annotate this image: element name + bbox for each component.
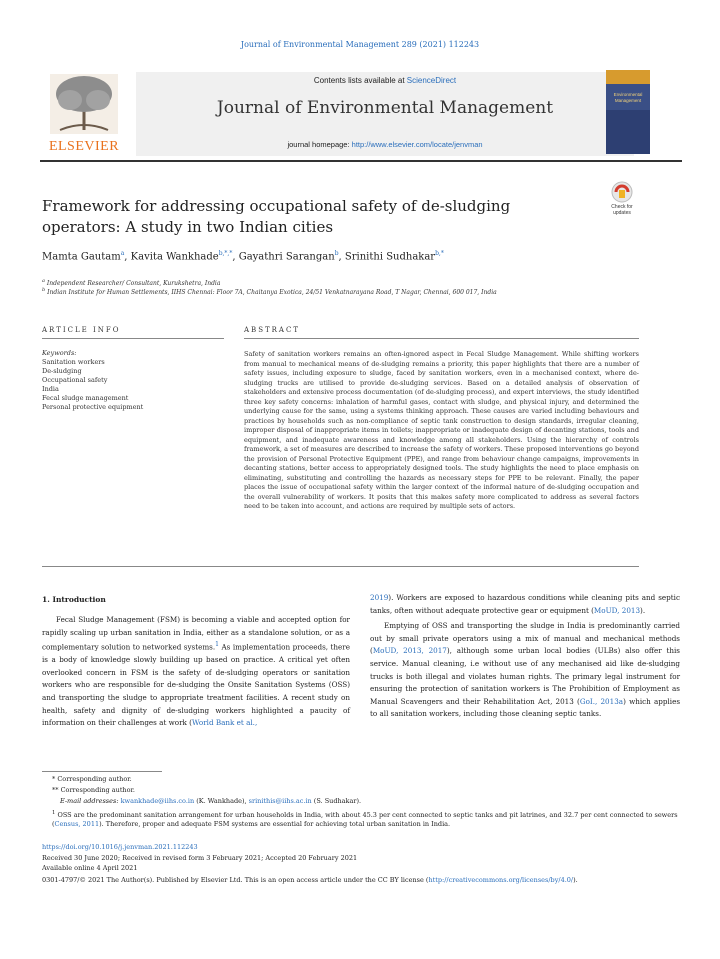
author-separator: , [338, 251, 345, 263]
author-name[interactable]: Srinithi Sudhakar [344, 251, 436, 263]
affiliation-text: Indian Institute for Human Settlements, IIHS Chennai: Floor 7A, Chaitanya Exotica, 24/51 Venkatnarayana Road, T Nagar, Chennai, 600 017, India [47, 289, 497, 296]
contents-line [136, 76, 634, 85]
journal-cover-image[interactable] [606, 70, 650, 154]
svg-text:updates: updates [613, 210, 631, 216]
author-affil-mark[interactable]: a [120, 250, 125, 257]
author-name[interactable]: Kavita Wankhade [130, 251, 219, 263]
homepage-link[interactable]: http://www.elsevier.com/locate/jenvman [351, 140, 483, 149]
article-info-rule [42, 338, 224, 339]
footnote-text: OSS are the predominant sanitation arrangement for urban households in India, with about 45.3 per cent connected to septic tanks and pit latrines, and 32.7 per cent connected to sewers ( [52, 811, 678, 829]
citation-link[interactable]: MoUD, 2013, 2017 [372, 646, 447, 656]
intro-text: ). [640, 605, 646, 615]
footnote-text: ). Therefore, proper and adequate FSM systems are essential for achieving total urban sanitation in India. [99, 820, 451, 829]
affiliation-mark: b [42, 287, 46, 293]
intro-text: Emptying of OSS and transporting the sludge in India is predominantly carried out by small private operators using a mix of manual and mechanical methods ( [370, 621, 680, 656]
affiliation-b [42, 287, 497, 296]
abstract-rule [244, 338, 639, 339]
journal-header [40, 70, 682, 158]
available-online: Available online 4 April 2021 [42, 864, 138, 872]
intro-left-column [42, 614, 350, 730]
footnote-ref[interactable]: 1 [215, 641, 219, 649]
intro-right-column [370, 592, 680, 721]
svg-text:ELSEVIER: ELSEVIER [48, 139, 120, 154]
keyword-item: De-sludging [42, 366, 82, 375]
citation-link[interactable]: GoI., 2013a [579, 696, 624, 706]
intro-text: Fecal Sludge Management (FSM) is becoming a viable and accepted option for rapidly scaling up urban sanitation in India, either as a standalone solution, or as a complementary solution to networked systems. [42, 615, 350, 652]
article-info-heading: ARTICLE INFO [42, 326, 121, 334]
license-link[interactable]: http://creativecommons.org/licenses/by/4.0/ [428, 876, 574, 884]
header-divider [40, 160, 682, 162]
email-link[interactable]: srinithis@iihs.ac.in [248, 797, 312, 805]
affiliation-text: Independent Researcher/ Consultant, Kurukshetra, India [46, 280, 221, 287]
affiliation-mark: a [42, 278, 45, 284]
license-text: ). [573, 876, 578, 884]
citation-link[interactable]: World Bank et al., [191, 718, 258, 728]
elsevier-logo[interactable] [40, 70, 128, 156]
corresponding-author-1: * Corresponding author. [52, 775, 132, 783]
intro-text: As implementation proceeds, there is a body of knowledge slowly building up based on practice. A critical yet often overlooked concern in FSM is the safety of de-sludging operators or sanitation workers who are responsible for de-sludging the Onsite Sanitation Systems (OSS) and transporting the sludge to appropriate treatment facilities. A recent study on health, safety and dignity of de-sludging workers highlighted a paucity of information on their challenges at work ( [42, 642, 350, 728]
footnote-rule [42, 771, 162, 772]
journal-reference[interactable]: Journal of Environmental Management 289 (2021) 112243 [240, 40, 480, 49]
license-text: 0301-4797/© 2021 The Author(s). Published by Elsevier Ltd. This is an open access article under the CC BY license ( [42, 876, 429, 884]
doi-link[interactable] [42, 843, 198, 852]
affiliation-a [42, 278, 220, 287]
doi-text[interactable]: https://doi.org/10.1016/j.jenvman.2021.112243 [42, 843, 198, 851]
svg-text:Environmental: Environmental [613, 92, 643, 97]
intro-paragraph [42, 614, 350, 730]
license-line [42, 876, 682, 885]
corresponding-author-2: ** Corresponding author. [52, 786, 135, 794]
citation-link[interactable]: Census, 2011 [54, 820, 100, 829]
contents-prefix: Contents lists available at [313, 76, 407, 85]
author-affil-mark[interactable]: b [334, 250, 339, 257]
abstract-body: Safety of sanitation workers remains an often-ignored aspect in Fecal Sludge Management. While shifting workers from manual to mechanical means of de-sludging remains a priority, this paper highlights that there are a number of safety issues, including exposure to sludge, faced by sanitation workers, even in a mechanised context, where de-sludging trucks are utilised to provide de-sludging services. Based on a detailed analysis of observation of stakeholders and extensive process documentation (of de-sludging process), and expert interviews, the study identified three key safety concerns: inhalation of harmful gases, contact with sludge, and physical injury, and determined the underlying cause for the same, using a systems thinking approach. These causes are varied including behaviours and practices by households such as non-compliance of septic tank construction to design standards, irregular cleaning, improper disposal of inappropriate items in toilets; inappropriate or inadequate design of decanting stations, tools and equipment, and inadequate awareness and knowledge among all stakeholders. Using the hierarchy of controls framework, a set of measures are described to increase the safety of workers. These proposed interventions go beyond the provision of Personal Protective Equipment (PPE), and range from behaviour change campaigns, improvements in decanting stations, better access to appropriately designed tools. The study highlights the need to place emphasis on eliminating, substituting and controlling the hazards as necessary steps for PPE to be relevant. Finally, the paper places the issue of occupational safety within the larger context of the informal nature of de-sludging occupation and the overall vulnerability of workers. It posits that this makes safety more complicated to address as several factors need to be taken into account, and actions are required by multiple sets of actors. [244, 350, 639, 510]
intro-paragraph [370, 620, 680, 721]
email-line [60, 797, 361, 806]
author-list [42, 250, 444, 262]
keyword-item: Sanitation workers [42, 358, 105, 366]
svg-text:Check for: Check for [611, 204, 633, 210]
intro-text: ). Workers are exposed to hazardous conditions while cleaning pits and septic tanks, often without adequate protective gear or equipment ( [370, 593, 680, 615]
intro-text: ) which applies to all sanitation workers, including those cleaning septic tanks. [370, 696, 681, 719]
footnote-mark: 1 [52, 810, 56, 816]
svg-text:Management: Management [614, 98, 642, 103]
email-label: E-mail addresses: [60, 797, 121, 805]
keyword-item: Occupational safety [42, 375, 108, 384]
keyword-item: Fecal sludge management [42, 393, 129, 402]
abstract-bottom-rule [42, 566, 639, 567]
author-separator: , [232, 251, 239, 263]
author-affil-mark[interactable]: b,* [435, 250, 444, 257]
email-link[interactable]: kwankhade@iihs.co.in [120, 797, 195, 805]
sciencedirect-link[interactable]: ScienceDirect [406, 76, 457, 85]
author-name[interactable]: Gayathri Sarangan [238, 251, 335, 263]
intro-paragraph [370, 592, 680, 617]
keywords-label: Keywords: [42, 349, 77, 357]
email-owner: (K. Wankhade), [194, 797, 249, 805]
citation-link[interactable]: 2019 [370, 593, 389, 602]
abstract-heading: ABSTRACT [244, 326, 301, 334]
homepage-prefix: journal homepage: [287, 140, 352, 149]
citation-link[interactable]: MoUD, 2013 [593, 605, 641, 615]
keyword-list [42, 358, 143, 411]
author-name[interactable]: Mamta Gautam [42, 251, 121, 263]
author-separator: , [124, 251, 131, 263]
footnote-1 [52, 809, 680, 829]
journal-info-box [136, 72, 634, 156]
author-affil-mark[interactable]: b,*,* [218, 250, 233, 257]
received-dates: Received 30 June 2020; Received in revised form 3 February 2021; Accepted 20 February 2021 [42, 854, 358, 862]
journal-title: Journal of Environmental Management [216, 98, 554, 118]
keyword-item: Personal protective equipment [42, 402, 144, 411]
section-heading-introduction: 1. Introduction [42, 595, 106, 604]
email-owner: (S. Sudhakar). [311, 797, 362, 805]
article-title: Framework for addressing occupational safety of de-sludging operators: A study in two Indian cities [42, 197, 511, 236]
intro-text: ), although some urban local bodies (ULBs) also offer this service. Manual cleaning, i.e without use of any mechanised aid like de-sludging trucks is both illegal and violates human rights. The primary legal instrument for ensuring the protection of sanitation workers is The Prohibition of Employment as Manual Scavengers and their Rehabilitation Act, 2013 ( [370, 646, 680, 706]
homepage-line [136, 140, 634, 149]
keyword-item: India [42, 384, 59, 393]
check-for-updates-badge[interactable] [604, 180, 640, 216]
